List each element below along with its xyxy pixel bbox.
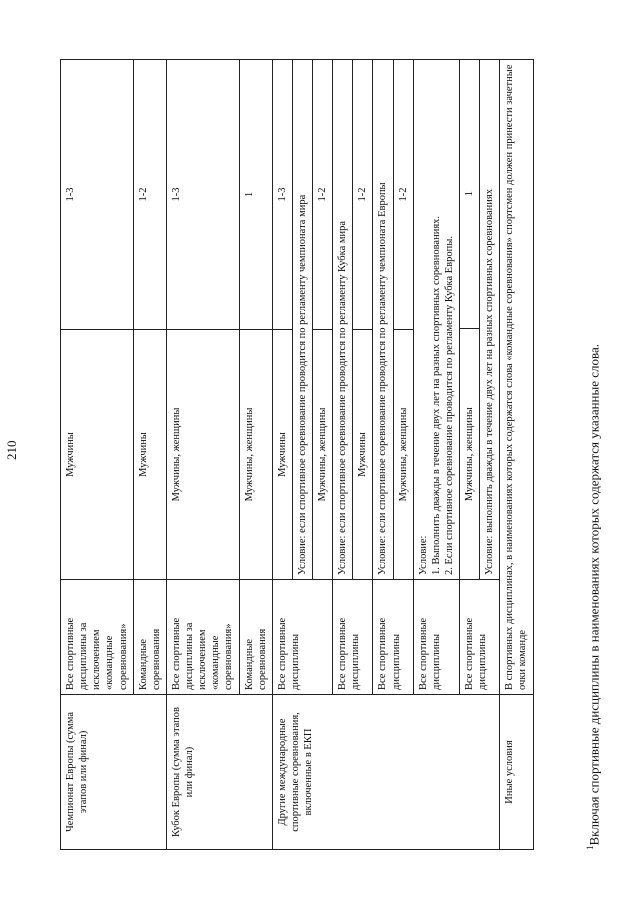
sports-rank-requirements-table xyxy=(60,59,534,850)
gender-cell: Мужчины, женщины xyxy=(460,329,480,579)
places-cell: 1-2 xyxy=(133,60,166,330)
gender-cell: Мужчины, женщины xyxy=(313,330,333,580)
gender-cell: Мужчины xyxy=(133,330,166,580)
condition-cell: Условие: если спортивное соревнование проводится по регламенту Кубка мира xyxy=(333,60,353,580)
page-number: 210 xyxy=(4,440,19,460)
discipline-cell: Все спортивные дисциплины xyxy=(333,580,373,695)
condition-cell: Условие: если спортивное соревнование проводится по регламенту чемпионата мира xyxy=(292,60,312,580)
places-cell: 1-2 xyxy=(313,60,333,330)
discipline-cell: Все спортивные дисциплины xyxy=(373,580,413,695)
table-row xyxy=(166,60,239,850)
table-row xyxy=(272,60,292,850)
gender-cell: Мужчины, женщины xyxy=(393,330,413,580)
gender-cell: Мужчины, женщины xyxy=(239,330,272,580)
condition-text: Условие: выполнить дважды в течение двух лет на разных спортивных соревнованиях xyxy=(484,189,496,575)
discipline-cell: Все спортивные дисциплины xyxy=(413,580,459,695)
places-cell: 1-2 xyxy=(353,60,373,330)
discipline-cell: Все спортивные дисциплины за исключением «командные соревнования» xyxy=(166,580,239,695)
footnote-mark: 1 xyxy=(585,845,595,850)
places-cell: 1 xyxy=(460,59,480,329)
other-conditions-text: В спортивных дисциплинах, в наименованиях которых содержатся слова «командные соревнования» спортсмен должен принести зачетные очки команде xyxy=(500,60,533,695)
places-cell: 1-3 xyxy=(166,60,239,330)
places-cell: 1-3 xyxy=(61,60,134,330)
condition-cell: Условие: если спортивное соревнование проводится по регламенту чемпионата Европы xyxy=(373,60,393,580)
discipline-cell: Все спортивные дисциплины xyxy=(460,580,500,695)
competition-cell: Другие международные спортивные соревнования, включенные в ЕКП xyxy=(272,695,500,850)
condition-item-1: 1. Выполнить дважды в течение двух лет на разных спортивных соревнованиях. xyxy=(430,215,442,575)
discipline-cell: Все спортивные дисциплины xyxy=(272,580,332,695)
table-row xyxy=(500,60,533,850)
condition-cell xyxy=(460,60,500,580)
condition-cell xyxy=(413,60,459,580)
condition-title: Условие: xyxy=(417,535,429,575)
places-cell: 1-2 xyxy=(393,60,413,330)
places-cell: 1-3 xyxy=(272,60,292,330)
condition-item-2: 2. Если спортивное соревнование проводится по регламенту Кубка Европы. xyxy=(443,236,455,575)
places-cell: 1 xyxy=(239,60,272,330)
other-conditions-label: Иные условия xyxy=(500,695,533,850)
competition-cell: Чемпионат Европы (сумма этапов или финал) xyxy=(61,695,167,850)
gender-cell: Мужчины xyxy=(353,330,373,580)
gender-cell: Мужчины xyxy=(61,330,134,580)
competition-cell: Кубок Европы (сумма этапов или финал) xyxy=(166,695,272,850)
footnote-text: Включая спортивные дисциплины в наименованиях которых содержатся указанные слова. xyxy=(586,344,602,846)
table-row xyxy=(61,60,134,850)
footnote xyxy=(585,60,602,850)
discipline-cell: Командные соревнования xyxy=(239,580,272,695)
gender-cell: Мужчины xyxy=(272,330,292,580)
discipline-cell: Командные соревнования xyxy=(133,580,166,695)
discipline-cell: Все спортивные дисциплины за исключением «командные соревнования» xyxy=(61,580,134,695)
gender-cell: Мужчины, женщины xyxy=(166,330,239,580)
